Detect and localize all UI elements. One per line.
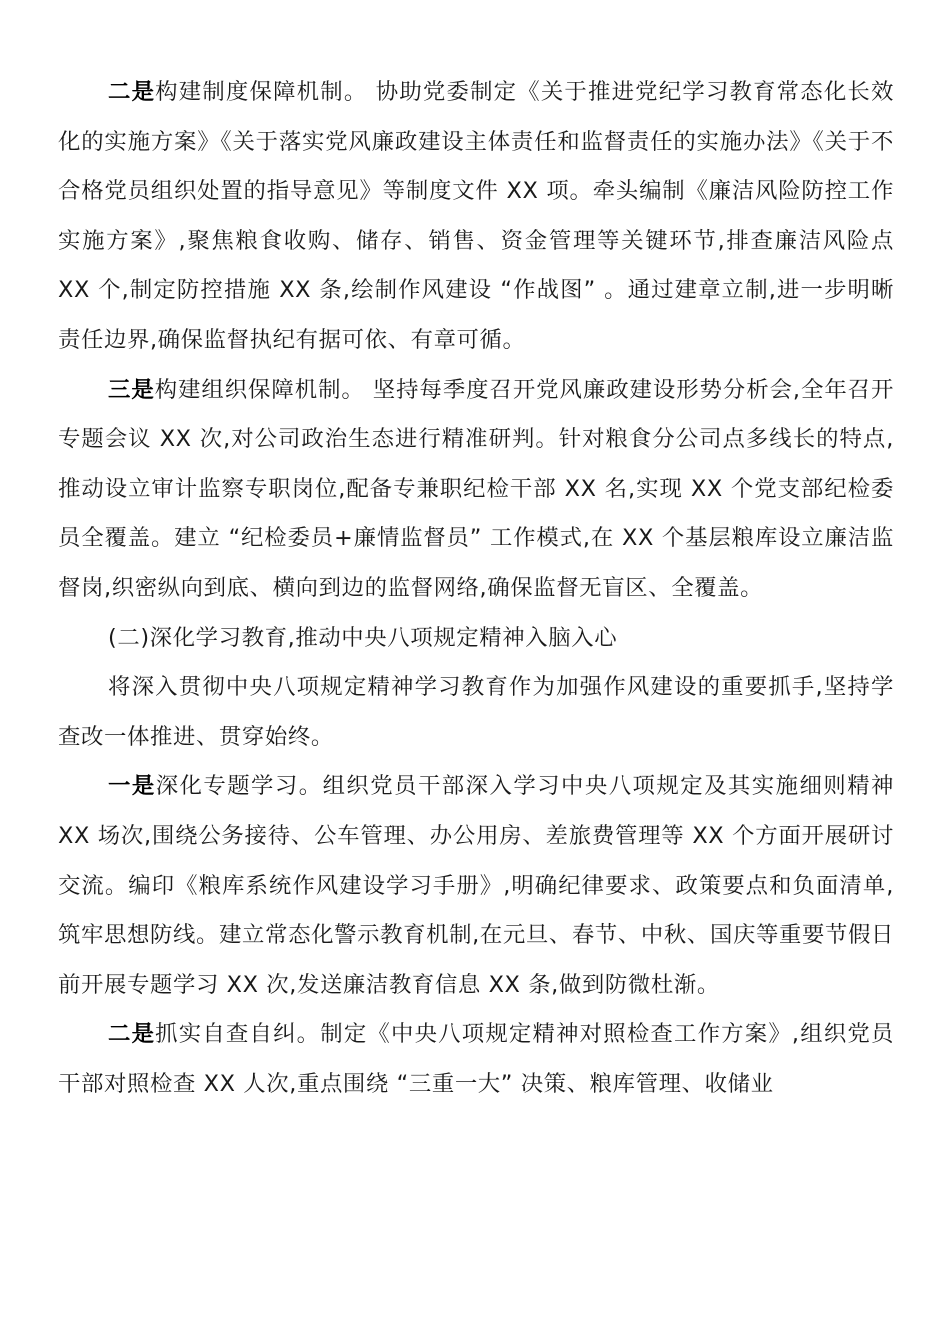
paragraph-text: 深化专题学习。组织党员干部深入学习中央八项规定及其实施细则精神 XX 场次,围绕公务接待、公车管理、办公用房、差旅费管理等 XX 个方面开展研讨交流。编印《粮库系统作风建设学习手册》,明确纪律要求、政策要点和负面清单,筑牢思想防线。建立常态化警示教育机制,在元旦、春节、中秋、国庆等重要节假日前开展专题学习 XX 次,发送廉洁教育信息 XX 条,做到防微杜渐。 — [58, 773, 894, 998]
section-heading — [58, 614, 894, 664]
paragraph-intro — [58, 663, 894, 762]
paragraph-lead: 二是 — [108, 79, 156, 105]
section-heading-text: (二)深化学习教育,推动中央八项规定精神入脑入心 — [108, 624, 618, 651]
paragraph-lead: 一是 — [108, 773, 156, 800]
document-page — [58, 68, 894, 1109]
paragraph-self-inspection — [58, 1010, 894, 1109]
paragraph-lead: 二是 — [108, 1021, 156, 1048]
paragraph-text: 抓实自查自纠。制定《中央八项规定精神对照检查工作方案》,组织党员干部对照检查 XX 人次,重点围绕 “三重一大” 决策、粮库管理、收储业 — [58, 1021, 894, 1097]
paragraph-text: 将深入贯彻中央八项规定精神学习教育作为加强作风建设的重要抓手,坚持学查改一体推进、贯穿始终。 — [58, 674, 894, 750]
paragraph-text: 构建制度保障机制。 协助党委制定《关于推进党纪学习教育常态化长效化的实施方案》《关于落实党风廉政建设主体责任和监督责任的实施办法》《关于不合格党员组织处置的指导意见》等制度文件 XX 项。牵头编制《廉洁风险防控工作实施方案》,聚焦粮食收购、储存、销售、资金管理等关键环节,排查廉洁风险点 XX 个,制定防控措施 XX 条,绘制作风建设 “作战图” 。通过建章立制,进一步明晰责任边界,确保监督执纪有据可依、有章可循。 — [58, 79, 894, 353]
paragraph-special-study — [58, 762, 894, 1010]
paragraph-institutional-mechanism — [58, 68, 894, 366]
paragraph-organizational-mechanism — [58, 366, 894, 614]
paragraph-lead: 三是 — [108, 376, 155, 403]
paragraph-text: 构建组织保障机制。 坚持每季度召开党风廉政建设形势分析会,全年召开专题会议 XX 次,对公司政治生态进行精准研判。针对粮食分公司点多线长的特点,推动设立审计监察专职岗位,配备专兼职纪检干部 XX 名,实现 XX 个党支部纪检委员全覆盖。建立 “纪检委员+廉情监督员” 工作模式,在 XX 个基层粮库设立廉洁监督岗,织密纵向到底、横向到边的监督网络,确保监督无盲区、全覆盖。 — [58, 376, 894, 601]
